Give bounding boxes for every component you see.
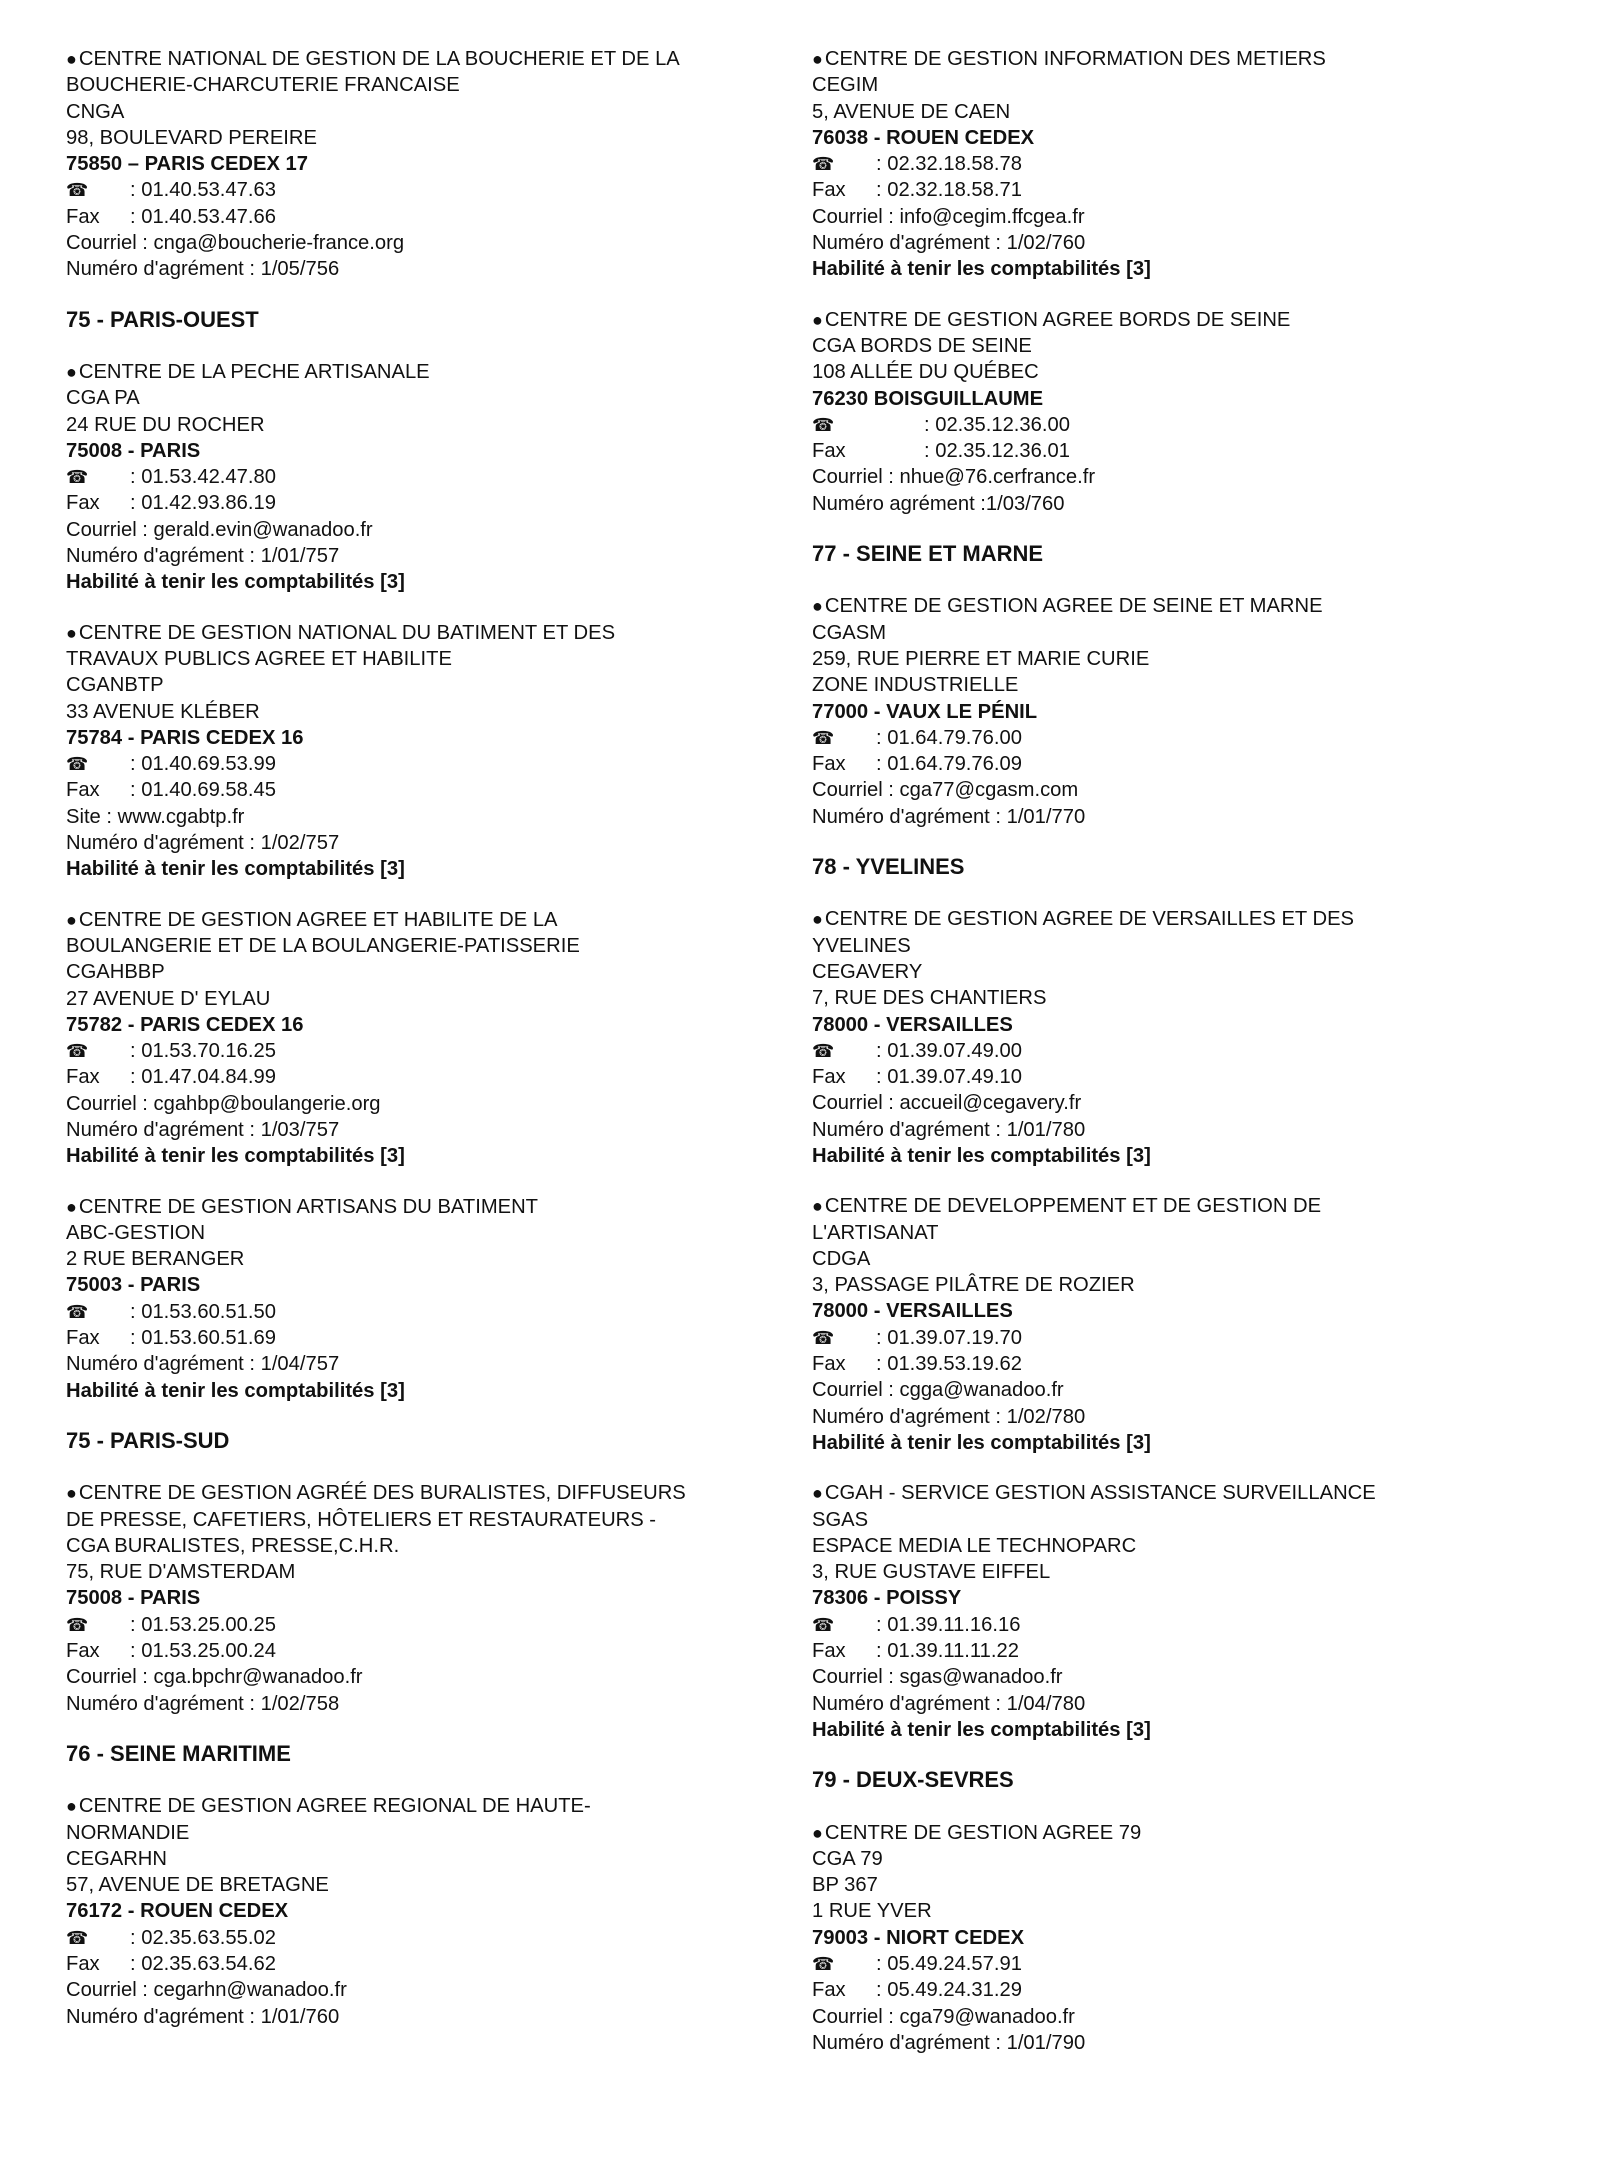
entry-name: ●CENTRE DE GESTION AGREE DE VERSAILLES ET DES xyxy=(812,908,1355,931)
entry-address: 27 AVENUE D' EYLAU xyxy=(66,987,271,1010)
entry-acronym: CGAHBBP xyxy=(66,961,165,984)
entry-phone: ☎ : 01.53.60.51.50 xyxy=(66,1299,786,1325)
entry-acronym: CGA BORDS DE SEINE xyxy=(812,334,1032,357)
entry-city: 77000 - VAUX LE PÉNIL xyxy=(812,700,1038,723)
entry-city: 78306 - POISSY xyxy=(812,1587,962,1610)
entry-phone: ☎ : 02.35.63.55.02 xyxy=(66,1925,786,1951)
entry-acronym: CGANBTP xyxy=(66,674,164,697)
phone-icon: ☎ xyxy=(812,1954,835,1974)
entry-fax: Fax : 01.47.04.84.99 xyxy=(66,1066,276,1089)
entry-fax: Fax : 01.39.07.49.10 xyxy=(812,1066,1022,1089)
entry-address: 24 RUE DU ROCHER xyxy=(66,413,265,436)
entry-name-cont: TRAVAUX PUBLICS AGREE ET HABILITE xyxy=(66,647,452,670)
entry-agrement: Numéro d'agrément : 1/01/770 xyxy=(812,805,1086,828)
entry-agrement: Numéro d'agrément : 1/01/757 xyxy=(66,545,340,568)
entry-habilite: Habilité à tenir les comptabilités [3] xyxy=(812,1144,1151,1167)
phone-icon: ☎ xyxy=(66,1301,89,1322)
entry-address-2: 3, RUE GUSTAVE EIFFEL xyxy=(812,1561,1051,1584)
entry-email: Courriel : cga79@wanadoo.fr xyxy=(812,2005,1075,2028)
entry-phone: ☎ : 02.35.12.36.00 xyxy=(812,412,1552,438)
entry-address: 75, RUE D'AMSTERDAM xyxy=(66,1561,296,1584)
entry-cegavery xyxy=(812,906,1552,1169)
entry-name: ●CENTRE DE GESTION AGREE REGIONAL DE HAUTE- xyxy=(66,1795,591,1818)
entry-phone: ☎ : 01.64.79.76.00 xyxy=(812,725,1552,751)
entry-acronym: CDGA xyxy=(812,1247,871,1270)
entry-cganbtp xyxy=(66,620,786,883)
entry-phone: ☎ : 01.53.25.00.25 xyxy=(66,1612,786,1638)
section-heading: 79 - DEUX-SEVRES xyxy=(812,1767,1014,1793)
entry-agrement: Numéro d'agrément : 1/02/760 xyxy=(812,232,1086,255)
section-heading: 75 - PARIS-OUEST xyxy=(66,306,259,332)
entry-phone: ☎ : 01.40.69.53.99 xyxy=(66,751,786,777)
entry-city: 76038 - ROUEN CEDEX xyxy=(812,126,1035,149)
bullet-icon: ● xyxy=(812,909,823,930)
entry-city: 78000 - VERSAILLES xyxy=(812,1300,1013,1323)
entry-cgasm xyxy=(812,593,1552,830)
entry-acronym: CGA BURALISTES, PRESSE,C.H.R. xyxy=(66,1534,400,1557)
entry-email: Courriel : cnga@boucherie-france.org xyxy=(66,232,405,255)
entry-site: Site : www.cgabtp.fr xyxy=(66,805,245,828)
entry-name-cont: L'ARTISANAT xyxy=(812,1221,939,1244)
entry-cegim xyxy=(812,46,1552,283)
entry-address: 3, PASSAGE PILÂTRE DE ROZIER xyxy=(812,1274,1135,1297)
entry-habilite: Habilité à tenir les comptabilités [3] xyxy=(812,258,1151,281)
entry-name: ●CENTRE DE GESTION AGRÉÉ DES BURALISTES, DIFFUSEURS xyxy=(66,1482,686,1505)
entry-name: ●CENTRE DE GESTION AGREE DE SEINE ET MARNE xyxy=(812,595,1323,618)
left-column xyxy=(66,46,786,2030)
entry-email: Courriel : cgga@wanadoo.fr xyxy=(812,1379,1064,1402)
bullet-icon: ● xyxy=(812,1822,823,1843)
entry-agrement: Numéro d'agrément : 1/02/780 xyxy=(812,1405,1086,1428)
entry-city: 76230 BOISGUILLAUME xyxy=(812,387,1044,410)
bullet-icon: ● xyxy=(66,909,77,930)
entry-phone: ☎ : 01.40.53.47.63 xyxy=(66,177,786,203)
entry-name-cont: DE PRESSE, CAFETIERS, HÔTELIERS ET RESTAURATEURS - xyxy=(66,1508,657,1531)
phone-icon: ☎ xyxy=(66,180,89,201)
entry-city: 76172 - ROUEN CEDEX xyxy=(66,1900,289,1923)
entry-agrement: Numéro d'agrément : 1/01/780 xyxy=(812,1118,1086,1141)
entry-abc-gestion xyxy=(66,1194,786,1404)
entry-city: 75850 – PARIS CEDEX 17 xyxy=(66,153,309,176)
bullet-icon: ● xyxy=(66,1796,77,1817)
entry-acronym: CGASM xyxy=(812,621,887,644)
entry-phone: ☎ : 05.49.24.57.91 xyxy=(812,1951,1552,1977)
entry-cga-buralistes xyxy=(66,1480,786,1717)
entry-name: ●CENTRE DE GESTION NATIONAL DU BATIMENT ET DES xyxy=(66,621,616,644)
entry-email: Courriel : cgahbp@boulangerie.org xyxy=(66,1092,381,1115)
entry-acronym: CGA 79 xyxy=(812,1847,883,1870)
entry-agrement: Numéro agrément :1/03/760 xyxy=(812,492,1065,515)
right-column xyxy=(812,46,1552,2056)
section-heading: 77 - SEINE ET MARNE xyxy=(812,541,1044,567)
entry-name: ●CENTRE DE LA PECHE ARTISANALE xyxy=(66,360,430,383)
entry-address: 5, AVENUE DE CAEN xyxy=(812,100,1011,123)
bullet-icon: ● xyxy=(812,596,823,617)
entry-habilite: Habilité à tenir les comptabilités [3] xyxy=(66,1145,405,1168)
entry-city: 75008 - PARIS xyxy=(66,1587,201,1610)
entry-cgahbbp xyxy=(66,907,786,1170)
entry-agrement: Numéro d'agrément : 1/02/757 xyxy=(66,832,340,855)
phone-icon: ☎ xyxy=(812,154,835,175)
entry-email: Courriel : info@cegim.ffcgea.fr xyxy=(812,205,1085,228)
entry-email: Courriel : accueil@cegavery.fr xyxy=(812,1092,1082,1115)
entry-address: 98, BOULEVARD PEREIRE xyxy=(66,126,317,149)
section-heading: 75 - PARIS-SUD xyxy=(66,1427,230,1453)
entry-city: 75003 - PARIS xyxy=(66,1274,201,1297)
bullet-icon: ● xyxy=(812,1483,823,1504)
entry-city: 75784 - PARIS CEDEX 16 xyxy=(66,726,304,749)
entry-habilite: Habilité à tenir les comptabilités [3] xyxy=(812,1718,1151,1741)
entry-name: ●CENTRE DE DEVELOPPEMENT ET DE GESTION DE xyxy=(812,1195,1322,1218)
entry-city: 75782 - PARIS CEDEX 16 xyxy=(66,1013,304,1036)
entry-name-cont: NORMANDIE xyxy=(66,1821,190,1844)
entry-email: Courriel : cga77@cgasm.com xyxy=(812,779,1079,802)
phone-icon: ☎ xyxy=(812,1040,835,1061)
entry-fax: Fax : 02.32.18.58.71 xyxy=(812,179,1022,202)
bullet-icon: ● xyxy=(66,1196,77,1217)
entry-phone: ☎ : 01.53.42.47.80 xyxy=(66,464,786,490)
entry-city: 75008 - PARIS xyxy=(66,439,201,462)
entry-name-cont: YVELINES xyxy=(812,934,911,957)
entry-cnga xyxy=(66,46,786,283)
entry-email: Courriel : nhue@76.cerfrance.fr xyxy=(812,466,1096,489)
section-heading: 78 - YVELINES xyxy=(812,854,965,880)
entry-name: ●CENTRE NATIONAL DE GESTION DE LA BOUCHERIE ET DE LA xyxy=(66,48,680,70)
entry-habilite: Habilité à tenir les comptabilités [3] xyxy=(66,858,405,881)
entry-fax: Fax : 02.35.63.54.62 xyxy=(66,1953,276,1975)
entry-cegarhn xyxy=(66,1793,786,2030)
entry-name: ●CENTRE DE GESTION AGREE ET HABILITE DE LA xyxy=(66,908,558,931)
entry-agrement: Numéro d'agrément : 1/02/758 xyxy=(66,1692,340,1715)
phone-icon: ☎ xyxy=(66,1614,89,1635)
entry-address: 1 RUE YVER xyxy=(812,1900,932,1923)
entry-agrement: Numéro d'agrément : 1/03/757 xyxy=(66,1118,340,1141)
entry-address: 33 AVENUE KLÉBER xyxy=(66,700,260,723)
entry-cdga xyxy=(812,1193,1552,1456)
phone-icon: ☎ xyxy=(66,1041,89,1062)
entry-fax: Fax : 01.53.25.00.24 xyxy=(66,1640,276,1663)
entry-acronym: SGAS xyxy=(812,1508,869,1531)
entry-email: Courriel : cga.bpchr@wanadoo.fr xyxy=(66,1666,363,1689)
phone-icon: ☎ xyxy=(66,754,89,775)
entry-cga-bords-de-seine xyxy=(812,307,1552,517)
phone-icon: ☎ xyxy=(812,1614,835,1635)
phone-icon: ☎ xyxy=(66,1927,89,1948)
entry-agrement: Numéro d'agrément : 1/05/756 xyxy=(66,258,340,281)
entry-fax: Fax : 01.40.69.58.45 xyxy=(66,779,276,802)
entry-city: 78000 - VERSAILLES xyxy=(812,1013,1013,1036)
entry-fax: Fax : 05.49.24.31.29 xyxy=(812,1979,1022,2002)
entry-habilite: Habilité à tenir les comptabilités [3] xyxy=(812,1431,1151,1454)
entry-sgas xyxy=(812,1480,1552,1743)
entry-acronym: CEGAVERY xyxy=(812,960,923,983)
entry-agrement: Numéro d'agrément : 1/01/760 xyxy=(66,2005,340,2028)
entry-fax: Fax : 02.35.12.36.01 xyxy=(812,440,1070,463)
entry-email: Courriel : sgas@wanadoo.fr xyxy=(812,1666,1063,1689)
entry-address: 2 RUE BERANGER xyxy=(66,1248,245,1271)
entry-cgapa xyxy=(66,359,786,596)
entry-phone: ☎ : 01.39.07.19.70 xyxy=(812,1325,1552,1351)
section-heading: 76 - SEINE MARITIME xyxy=(66,1740,291,1766)
entry-city: 79003 - NIORT CEDEX xyxy=(812,1926,1025,1949)
entry-phone: ☎ : 01.39.11.16.16 xyxy=(812,1612,1552,1638)
entry-address-2: ZONE INDUSTRIELLE xyxy=(812,674,1019,697)
entry-fax: Fax : 01.39.53.19.62 xyxy=(812,1353,1022,1376)
entry-acronym: CEGARHN xyxy=(66,1847,167,1870)
bullet-icon: ● xyxy=(66,361,77,382)
entry-fax: Fax : 01.40.53.47.66 xyxy=(66,205,276,228)
entry-acronym: ABC-GESTION xyxy=(66,1221,206,1244)
entry-fax: Fax : 01.39.11.11.22 xyxy=(812,1640,1019,1663)
entry-name-cont: BOULANGERIE ET DE LA BOULANGERIE-PATISSERIE xyxy=(66,934,580,957)
phone-icon: ☎ xyxy=(812,414,835,435)
entry-address: 259, RUE PIERRE ET MARIE CURIE xyxy=(812,647,1150,670)
entry-acronym: CNGA xyxy=(66,100,125,123)
entry-habilite: Habilité à tenir les comptabilités [3] xyxy=(66,571,405,594)
entry-address: 57, AVENUE DE BRETAGNE xyxy=(66,1874,329,1897)
entry-name: ●CENTRE DE GESTION ARTISANS DU BATIMENT xyxy=(66,1195,539,1218)
entry-address: ESPACE MEDIA LE TECHNOPARC xyxy=(812,1534,1137,1557)
entry-phone: ☎ : 02.32.18.58.78 xyxy=(812,151,1552,177)
entry-name: ●CENTRE DE GESTION INFORMATION DES METIERS xyxy=(812,48,1326,70)
bullet-icon: ● xyxy=(66,1483,77,1504)
entry-fax: Fax : 01.42.93.86.19 xyxy=(66,492,276,515)
entry-email: Courriel : cegarhn@wanadoo.fr xyxy=(66,1979,347,2002)
entry-phone: ☎ : 01.53.70.16.25 xyxy=(66,1038,786,1064)
bullet-icon: ● xyxy=(812,49,823,69)
phone-icon: ☎ xyxy=(66,467,89,488)
bullet-icon: ● xyxy=(812,1196,823,1217)
entry-habilite: Habilité à tenir les comptabilités [3] xyxy=(66,1379,405,1402)
bullet-icon: ● xyxy=(812,309,823,330)
entry-name: ●CENTRE DE GESTION AGREE 79 xyxy=(812,1821,1142,1844)
entry-acronym: CGA PA xyxy=(66,387,140,410)
entry-agrement: Numéro d'agrément : 1/04/780 xyxy=(812,1692,1086,1715)
bullet-icon: ● xyxy=(66,622,77,643)
entry-name-cont: BOUCHERIE-CHARCUTERIE FRANCAISE xyxy=(66,74,460,97)
entry-cga79 xyxy=(812,1820,1552,2057)
entry-phone: ☎ : 01.39.07.49.00 xyxy=(812,1038,1552,1064)
entry-fax: Fax : 01.53.60.51.69 xyxy=(66,1327,276,1350)
entry-fax: Fax : 01.64.79.76.09 xyxy=(812,753,1022,776)
entry-name: ●CGAH - SERVICE GESTION ASSISTANCE SURVEILLANCE xyxy=(812,1482,1376,1505)
entry-bp: BP 367 xyxy=(812,1874,878,1897)
entry-address: 108 ALLÉE DU QUÉBEC xyxy=(812,361,1039,384)
phone-icon: ☎ xyxy=(812,1327,835,1348)
entry-name: ●CENTRE DE GESTION AGREE BORDS DE SEINE xyxy=(812,308,1291,331)
entry-agrement: Numéro d'agrément : 1/04/757 xyxy=(66,1353,340,1376)
entry-address: 7, RUE DES CHANTIERS xyxy=(812,987,1047,1010)
bullet-icon: ● xyxy=(66,49,77,69)
entry-email: Courriel : gerald.evin@wanadoo.fr xyxy=(66,518,373,541)
phone-icon: ☎ xyxy=(812,727,835,748)
entry-agrement: Numéro d'agrément : 1/01/790 xyxy=(812,2031,1086,2054)
entry-acronym: CEGIM xyxy=(812,74,879,97)
